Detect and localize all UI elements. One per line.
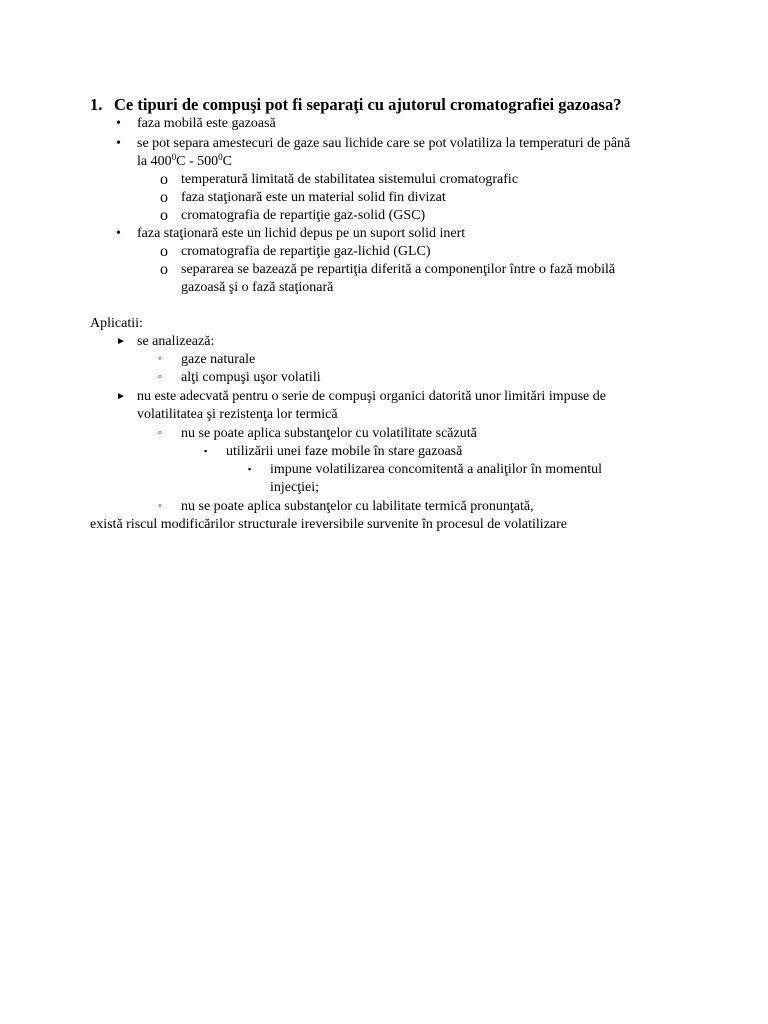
arrow-bullet-icon: ► [116, 336, 126, 347]
sub-list-item: nu se poate aplica substanţelor cu volatilitate scăzută [181, 426, 477, 441]
arrow-bullet-icon: ► [116, 391, 126, 402]
ring-bullet: ◦ [158, 371, 162, 383]
ring-bullet: ◦ [158, 500, 162, 512]
sub-bullet: o [160, 261, 168, 278]
list-item: faza mobilă este gazoasă [137, 116, 276, 131]
sub-list-item: nu se poate aplica substanţelor cu labilitate termică pronunţată, [181, 499, 534, 514]
heading-number: 1. [90, 95, 103, 114]
sub-bullet: o [160, 207, 168, 224]
sub-list-item: alţi compuşi uşor volatili [181, 370, 321, 385]
sub-sub-sub-list-item-continuation: injecţiei; [270, 480, 319, 495]
sub-sub-sub-list-item: impune volatilizarea concomitentă a analiţilor în momentul [270, 462, 603, 477]
list-item: nu este adecvată pentru o serie de compuşi organici datorită unor limitări impuse de [137, 389, 606, 404]
sub-sub-list-item: utilizării unei faze mobile în stare gazoasă [226, 444, 463, 459]
list-item-continuation: la $400^0C - 500^0C$ [137, 152, 232, 169]
sub-list-item: gaze naturale [181, 352, 256, 367]
ring-bullet: ◦ [158, 353, 162, 365]
heading-title: Ce tipuri de compuşi pot fi separaţi cu ajutorul cromatografiei gazoasa? [114, 95, 622, 114]
list-item: se analizează: [137, 334, 215, 349]
sub-bullet: o [160, 243, 168, 260]
sub-list-item: temperatură limitată de stabilitatea sistemului cromatografic [181, 172, 519, 187]
ring-bullet: ◦ [158, 427, 162, 439]
section-title: Aplicatii: [90, 316, 143, 331]
sub-list-item: cromatografia de repartiţie gaz-lichid (GLC) [181, 244, 431, 259]
square-bullet: ▪ [204, 446, 208, 456]
final-paragraph: există riscul modificărilor structurale ireversibile survenite în procesul de volatilizare [90, 517, 567, 532]
list-item: faza staţionară este un lichid depus pe un suport solid inert [137, 226, 466, 241]
list-item-continuation: volatilitatea şi rezistenţa lor termică [137, 407, 338, 422]
sub-list-item: separarea se bazează pe repartiţia diferită a componenţilor între o fază mobilă [181, 262, 616, 277]
bullet-dot: • [116, 226, 121, 241]
sub-list-item-continuation: gazoasă şi o fază staţionară [181, 280, 334, 295]
bullet-dot: • [116, 116, 121, 131]
bullet-dot: • [116, 136, 121, 151]
list-item: se pot separa amestecuri de gaze sau lichide care se pot volatiliza la temperaturi de până [137, 136, 631, 151]
sub-bullet: o [160, 189, 168, 206]
sub-list-item: cromatografia de repartiţie gaz-solid (GSC) [181, 208, 426, 223]
sub-bullet: o [160, 171, 168, 188]
sub-list-item: faza staţionară este un material solid fin divizat [181, 190, 446, 205]
square-bullet: ▪ [248, 464, 252, 474]
